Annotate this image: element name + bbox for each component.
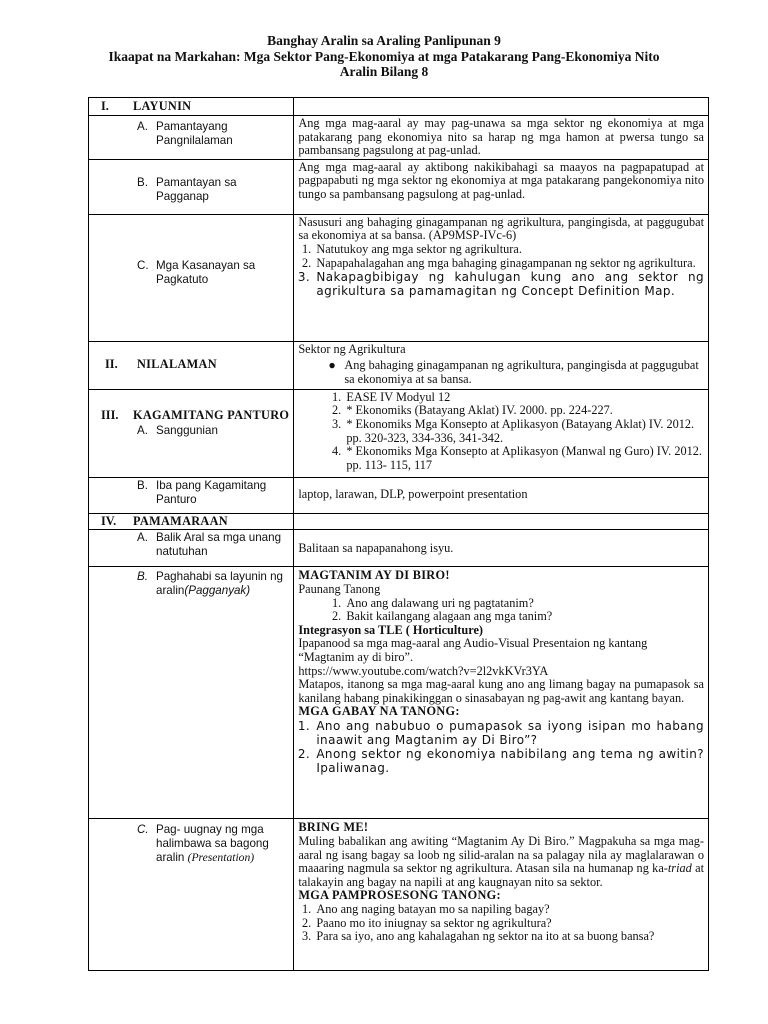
list-item: 3. Para sa iyo, ano ang kahalagahan ng sektor na ito at sa buong bansa?	[314, 930, 704, 944]
list-item: 1. Ano ang naging batayan mo sa napiling bagay?	[314, 903, 704, 917]
label-cell	[89, 530, 294, 567]
guide-questions-heading: MGA GABAY NA TANONG:	[298, 704, 460, 719]
item-letter: B.	[137, 478, 148, 492]
item-label: Mga Kasanayan sa Pagkatuto	[156, 258, 256, 286]
header-quarter: Ikaapat na Markahan: Mga Sektor Pang-Ekonomiya at mga Patakarang Pang-Ekonomiya Nito	[108, 48, 660, 64]
header-title: Banghay Aralin sa Araling Panlipunan 9	[267, 33, 501, 48]
list-item: 1. Ano ang nabubuo o pumapasok sa iyong isipan mo habang inaawit ang Magtanim ay Di Biro”?	[314, 719, 704, 747]
item-label-emphasis: (Pagganyak)	[184, 584, 251, 598]
table-row	[89, 567, 709, 819]
item-letter: A.	[137, 120, 148, 133]
activity-paragraph	[298, 835, 704, 889]
content-cell: Ang mga mag-aaral ay aktibong nakikibahagi sa maayos na pagpapatupad at pagpapabuti ng mga sektor ng ekonomiya at mga patakarang pangekonomiya nito tungo sa pambansang pagsulong at pag-unlad.	[294, 159, 709, 214]
item-letter: B.	[137, 175, 148, 189]
item-label-text: Paghahabi sa layunin ng aralin	[156, 570, 283, 598]
section-number: IV.	[101, 513, 117, 528]
activity-paragraph: Ipapanood sa mga mag-aaral ang Audio-Visual Presentaion ng kantang “Magtanim ay di biro”.	[298, 636, 648, 664]
activity-paragraph: Matapos, itanong sa mga mag-aaral kung ano ang limang bagay na pumapasok sa kanilang habang pinakikinggan o sinasabayan ng pag-awit ang kantang bayan.	[298, 677, 704, 705]
section-label: KAGAMITANG PANTURO	[133, 407, 290, 422]
item-label: Balik Aral sa mga unang natutuhan	[156, 531, 282, 559]
integration-heading: Integrasyon sa TLE ( Horticulture)	[298, 622, 484, 637]
item-label-text: Pag- uugnay ng mga halimbawa sa bagong aralin	[156, 823, 269, 865]
paragraph-emphasis: triad	[667, 861, 692, 876]
label-cell	[89, 159, 294, 214]
table-row	[89, 98, 709, 116]
section-heading-cell	[89, 389, 294, 477]
item-label	[156, 823, 289, 865]
activity-title: MAGTANIM AY DI BIRO!	[298, 568, 450, 583]
content-cell: laptop, larawan, DLP, powerpoint presentation	[294, 477, 709, 513]
table-row	[89, 341, 709, 389]
list-item: 2. Paano mo ito iniugnay sa sektor ng agrikultura?	[314, 917, 704, 931]
table-row	[89, 214, 709, 341]
item-label: Sanggunian	[156, 424, 218, 438]
content-cell	[294, 567, 709, 819]
bullet-icon: ●	[328, 358, 336, 373]
table-row	[89, 477, 709, 513]
list-item: 3. Nakapagbibigay ng kahulugan kung ano ang sektor ng agrikultura sa pamamagitan ng Concept Definition Map.	[314, 270, 704, 298]
content-cell	[294, 214, 709, 341]
empty-cell	[294, 513, 709, 530]
table-row	[89, 389, 709, 477]
video-link: https://www.youtube.com/watch?v=2l2vkKVr3YA	[298, 663, 549, 678]
table-row	[89, 159, 709, 214]
list-item: 2. * Ekonomiks (Batayang Aklat) IV. 2000. pp. 224-227.	[344, 404, 704, 418]
item-letter: A.	[137, 531, 148, 545]
section-label: LAYUNIN	[133, 99, 192, 113]
list-item: 1. EASE IV Modyul 12	[344, 391, 704, 405]
list-item: 2. Bakit kailangang alagaan ang mga tanim?	[344, 610, 704, 624]
header-lesson-number: Aralin Bilang 8	[339, 64, 429, 79]
label-cell	[89, 214, 294, 341]
empty-cell	[294, 98, 709, 116]
list-item: 1. Ano ang dalawang uri ng pagtatanim?	[344, 597, 704, 611]
list-item: 1. Natutukoy ang mga sektor ng agrikultura.	[314, 243, 704, 257]
item-label	[156, 570, 289, 598]
paragraph-text: Muling babalikan ang awiting “Magtanim Ay Di Biro.” Magpakuha sa mga mag-aaral ng isang bagay sa loob ng silid-aralan na sa palagay nila ay maglalarawan o maaaring nagmula sa sektor ng agrikultura. Atasan sila na humanap ng ka-	[298, 833, 704, 876]
table-row	[89, 530, 709, 567]
label-cell	[89, 477, 294, 513]
item-label: Pamantayang Pangnilalaman	[156, 120, 233, 147]
section-label: NILALAMAN	[137, 356, 217, 371]
list-item: 2. Anong sektor ng ekonomiya nabibilang ang tema ng awitin? Ipaliwanag.	[314, 747, 704, 775]
label-cell	[89, 819, 294, 971]
item-letter: C.	[137, 258, 149, 272]
content-title: Sektor ng Agrikultura	[298, 341, 406, 356]
document-header	[0, 0, 768, 80]
item-letter: B.	[137, 570, 148, 584]
item-letter: A.	[137, 424, 148, 438]
section-number: III.	[101, 407, 119, 422]
competency-intro: Nasusuri ang bahaging ginagampanan ng agrikultura, pangingisda, at paggugubat sa ekonomiya at sa bansa. (AP9MSP-IVc-6)	[298, 214, 704, 243]
item-letter: C.	[137, 823, 149, 837]
label-cell	[89, 567, 294, 819]
section-heading-cell	[89, 341, 294, 389]
paragraph-text: at talakayin ang bagay na napili at ang kaugnayan nito sa sektor.	[298, 861, 704, 889]
section-heading-cell	[89, 98, 294, 116]
table-row	[89, 819, 709, 971]
table-row	[89, 513, 709, 530]
content-cell	[294, 389, 709, 477]
label-cell	[89, 116, 294, 160]
item-label-emphasis: (Presentation)	[187, 851, 255, 865]
table-row	[89, 116, 709, 160]
content-cell	[294, 341, 709, 389]
content-cell	[294, 819, 709, 971]
section-number: II.	[105, 356, 118, 371]
list-item: 3. * Ekonomiks Mga Konsepto at Aplikasyon (Batayang Aklat) IV. 2012. pp. 320-323, 334-336, 341-342.	[344, 418, 704, 445]
content-cell: Ang mga mag-aaral ay may pag-unawa sa mga sektor ng ekonomiya at mga patakarang pang ekonomiya nito sa harap ng mga hamon at pwersa tungo sa pambansang pagsulong at pag-unlad.	[294, 116, 709, 160]
list-item: 2. Napapahalagahan ang mga bahaging ginagampanan ng sektor ng agrikultura.	[314, 257, 704, 271]
activity-subtitle: Paunang Tanong	[298, 581, 381, 596]
section-number: I.	[101, 99, 109, 113]
content-cell: Balitaan sa napapanahong isyu.	[294, 530, 709, 567]
lesson-plan-table	[88, 97, 709, 971]
item-label: Pamantayan sa Pagganap	[156, 175, 237, 203]
list-item: Ang bahaging ginagampanan ng agrikultura, pangingisda at paggugubat sa ekonomiya at sa bansa.	[344, 358, 699, 386]
list-item: 4. * Ekonomiks Mga Konsepto at Aplikasyon (Manwal ng Guro) IV. 2012. pp. 113- 115, 117	[344, 445, 704, 472]
item-label: Iba pang Kagamitang Panturo	[156, 478, 267, 506]
section-label: PAMAMARAAN	[133, 513, 228, 528]
section-heading-cell	[89, 513, 294, 530]
activity-title: BRING ME!	[298, 820, 369, 835]
processing-questions-heading: MGA PAMPROSESONG TANONG:	[298, 888, 501, 903]
